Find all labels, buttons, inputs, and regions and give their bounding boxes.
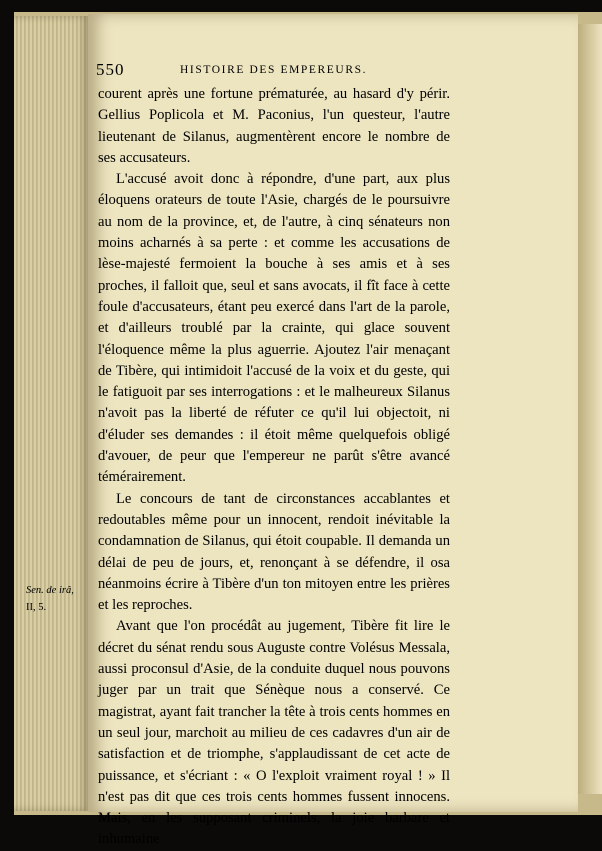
margin-note [26, 582, 88, 616]
margin-note-source: Sen. de irâ, [26, 585, 74, 596]
body-text [98, 84, 450, 851]
paragraph: L'accusé avoit donc à répondre, d'une part, aux plus éloquens orateurs de toute l'Asie, chargés de le poursuivre au nom de la province, et, de l'autre, à cinq sénateurs non moins acharnés à sa perte : et comme les accusations de lèse-majesté fermoient la bouche à ses amis et à ses proches, il falloit que, seul et sans avocats, il fît face à cette foule d'accusateurs, étant peu exercé dans l'art de la parole, et d'ailleurs troublé par la crainte, qui glace souvent l'éloquence même la plus aguerrie. Ajoutez l'air menaçant de Tibère, qui intimidoit l'accusé de la voix et du geste, qui le fatiguoit par ses interrogations : et le malheureux Silanus n'avoit pas la liberté de réfuter ce qu'il lui objectoit, ni d'éluder ses demandes : il étoit même quelquefois obligé d'avouer, de peur que l'empereur ne parût s'être avancé témérairement. [98, 171, 450, 486]
running-title: HISTOIRE DES EMPEREURS. [180, 64, 368, 76]
paragraph: Avant que l'on procédât au jugement, Tibère fit lire le décret du sénat rendu sous Auguste contre Volésus Messala, aussi proconsul d'Asie, de la conduite duquel nous pouvons juger par un trait que Sénèque nous a conservé. Ce magistrat, ayant fait trancher la tête à trois cents hommes en un seul jour, marchoit au milieu de ces cadavres d'un air de satisfaction et de triomphe, s'applaudissant de cet acte de puissance, et s'écriant : « O l'exploit vraiment royal ! » Il n'est pas dit que ces trois cents hommes fussent innocens. Mais, en les supposant criminels, la joie barbare et inhumaine [98, 618, 450, 848]
page-header [96, 60, 456, 84]
page-number: 550 [96, 60, 125, 79]
paragraph: Le concours de tant de circonstances accablantes et redoutables même pour un innocent, rendoit inévitable la condamnation de Silanus, qui étoit coupable. Il demanda un délai de peu de jours, et, renonçant à se défendre, il osa néanmoins écrire à Tibère d'un ton mitoyen entre les prières et les reproches. [98, 490, 450, 614]
facing-page-edge [576, 24, 602, 794]
paragraph: courent après une fortune prématurée, au hasard d'y périr. Gellius Poplicola et M. Paconius, l'un questeur, l'autre lieutenant de Silanus, augmentèrent encore le nombre de ses accusateurs. [98, 86, 450, 166]
margin-note-ref: II, 5. [26, 602, 47, 613]
page-edges [14, 16, 90, 811]
